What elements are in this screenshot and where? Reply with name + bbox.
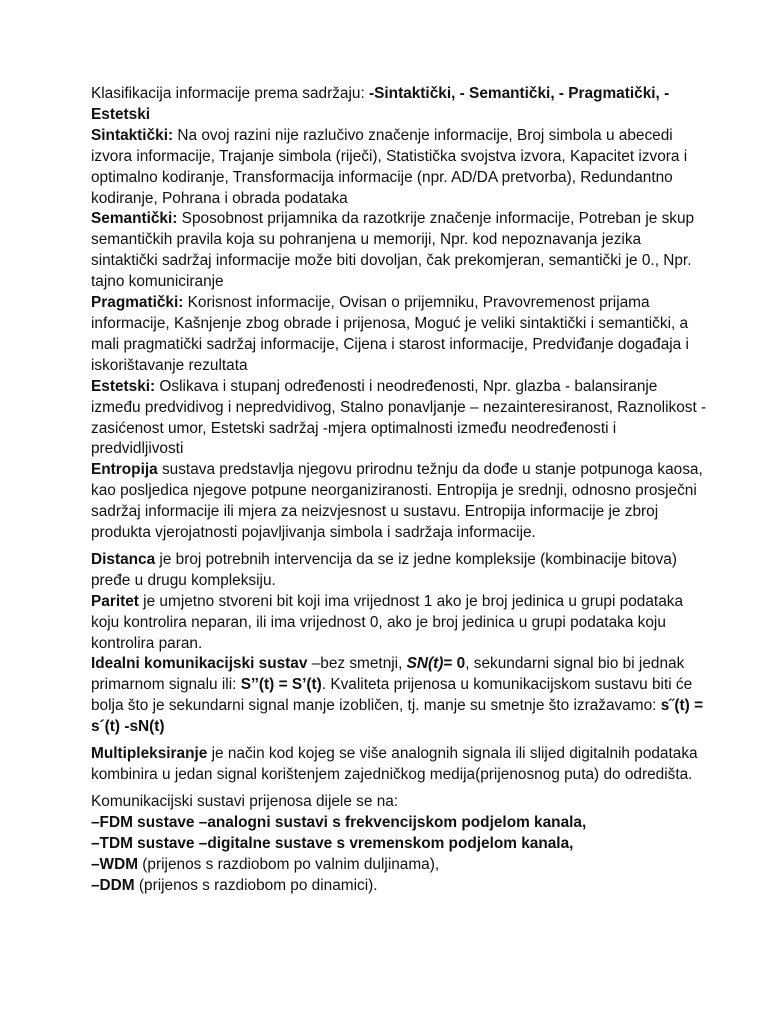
list-item-wdm	[91, 855, 711, 876]
pragmatic-term: Pragmatički:	[91, 294, 184, 312]
fdm-text: –FDM sustave –analogni sustavi s frekvencijskom podjelom kanala,	[91, 813, 587, 831]
distance-term: Distanca	[91, 550, 156, 568]
ideal-system-paragraph	[91, 654, 711, 738]
systems-intro	[91, 792, 711, 813]
noise-zero: = 0	[443, 655, 466, 673]
distance-paragraph	[91, 550, 711, 592]
entropy-paragraph	[91, 460, 711, 544]
parity-text: je umjetno stvoreni bit koji ima vrijednost 1 ako je broj jedinica u grupi podataka koju kontrolira neparan, ili ima vrijednost 0, ako je broj jedinica u grupi podataka koju kontrolira paran.	[91, 592, 684, 652]
ideal-system-text-3: . Kvaliteta prijenosa u komunikacijskom sustavu biti će bolja što je sekundarni signal manje izobličen, tj. manje su smetnje što izražavamo:	[91, 676, 693, 715]
aesthetic-term: Estetski:	[91, 377, 156, 395]
parity-paragraph	[91, 592, 711, 655]
wdm-text: (prijenos s razdiobom po valnim duljinama),	[138, 855, 440, 873]
syntactic-term: Sintaktički:	[91, 126, 174, 144]
wdm-term: –WDM	[91, 855, 139, 873]
multiplexing-text: je način kod kojeg se više analognih signala ili slijed digitalnih podataka kombinira u jedan signal korištenjem zajedničkog medija(prijenosnog puta) do odredišta.	[91, 745, 698, 783]
list-item-tdm	[91, 834, 711, 855]
ideal-system-term: Idealni komunikacijski sustav	[91, 655, 308, 673]
syntactic-paragraph	[91, 126, 711, 210]
parity-term: Paritet	[91, 592, 139, 610]
classification-heading	[91, 84, 711, 126]
heading-text: Klasifikacija informacije prema sadržaju:	[91, 85, 369, 102]
multiplexing-paragraph	[91, 744, 711, 786]
entropy-term: Entropija	[91, 461, 158, 479]
ddm-text: (prijenos s razdiobom po dinamici).	[134, 876, 378, 894]
list-item-ddm	[91, 876, 711, 897]
ideal-system-text-1: –bez smetnji,	[307, 655, 407, 673]
entropy-text: sustava predstavlja njegovu prirodnu težnju da dođe u stanje potpunoga kaosa, kao posljedica njegove potpune neorganiziranosti. Entropija je srednji, odnosno prosječni sadržaj informacije ili mjera za neizvjesnost u sustavu. Entropija informacije je zbroj produkta vjerojatnosti pojavljivanja simbola i sadržaja informacije.	[91, 461, 703, 542]
noise-signal-formula: SN(t)	[406, 655, 444, 673]
aesthetic-text: Oslikava i stupanj određenosti i neodređenosti, Npr. glazba - balansiranje između predvidivog i nepredvidivog, Stalno ponavljanje – nezainteresiranost, Raznolikost -zasićenost umor, Estetski sadržaj -mjera optimalnosti između neodređenosti i predvidljivosti	[91, 377, 707, 458]
list-item-fdm	[91, 813, 711, 834]
multiplexing-term: Multipleksiranje	[91, 745, 208, 763]
distortion-formula: s˝(t) = s´(t) -sN(t)	[91, 697, 704, 736]
heading-bold: -Sintaktički, - Semantički, - Pragmatički, -Estetski	[91, 85, 670, 123]
aesthetic-paragraph	[91, 377, 711, 461]
syntactic-text: Na ovoj razini nije razlučivo značenje informacije, Broj simbola u abecedi izvora informacije, Trajanje simbola (riječi), Statistička svojstva izvora, Kapacitet izvora i optimalno kodiranje, Transformacija informacije (npr. AD/DA pretvorba), Redundantno kodiranje, Pohrana i obrada podataka	[91, 126, 688, 207]
semantic-term: Semantički:	[91, 210, 178, 228]
ddm-term: –DDM	[91, 876, 135, 894]
signal-equality-formula: S’’(t) = S’(t)	[240, 676, 322, 694]
document-page	[91, 84, 711, 896]
pragmatic-text: Korisnost informacije, Ovisan o prijemniku, Pravovremenost prijama informacije, Kašnjenje zbog obrade i prijenosa, Moguć je veliki sintaktički i semantički, a mali pragmatički sadržaj informacije, Cijena i starost informacije, Predviđanje događaja i iskorištavanje rezultata	[91, 294, 689, 374]
tdm-text: –TDM sustave –digitalne sustave s vremenskom podjelom kanala,	[91, 834, 574, 852]
distance-text: je broj potrebnih intervencija da se iz jedne kompleksije (kombinacije bitova) pređe u drugu kompleksiju.	[91, 550, 677, 589]
systems-intro-text: Komunikacijski sustavi prijenosa dijele se na:	[91, 792, 399, 810]
semantic-paragraph	[91, 209, 711, 293]
semantic-text: Sposobnost prijamnika da razotkrije značenje informacije, Potreban je skup semantičkih pravila koja su pohranjena u memoriji, Npr. kod nepoznavanja jezika sintaktički sadržaj informacije može biti dovoljan, čak prekomjeran, semantički je 0., Npr. tajno komuniciranje	[91, 210, 695, 291]
pragmatic-paragraph	[91, 293, 711, 377]
ideal-system-text-2: , sekundarni signal bio bi jednak primarnom signalu ili:	[91, 655, 685, 694]
